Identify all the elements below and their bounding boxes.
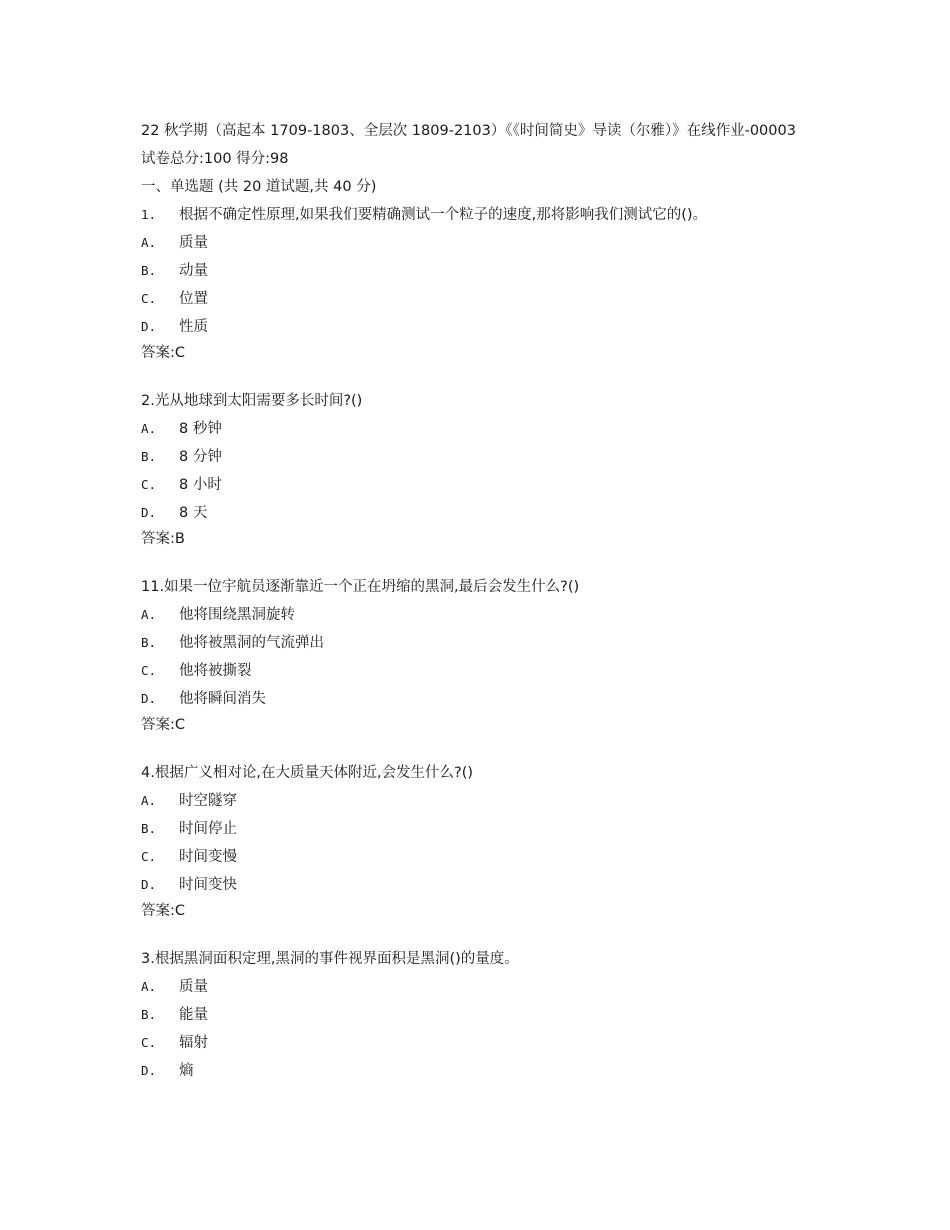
option-text: 能量 — [179, 1007, 208, 1023]
question-2-answer: 答案:B — [141, 531, 185, 547]
question-4-option-d — [141, 871, 821, 899]
question-2-option-b — [141, 443, 821, 471]
question-4-option-a — [141, 787, 821, 815]
question-spacer — [141, 737, 821, 759]
option-letter: C. — [141, 477, 157, 492]
question-5 — [141, 945, 821, 1085]
section-title: 一、单选题 (共 20 道试题,共 40 分) — [141, 179, 377, 195]
question-3 — [141, 573, 821, 737]
option-text: 8 秒钟 — [179, 421, 222, 437]
option-text: 辐射 — [179, 1035, 208, 1051]
question-4 — [141, 759, 821, 923]
question-5-option-b — [141, 1001, 821, 1029]
question-2-option-a — [141, 415, 821, 443]
option-text: 他将瞬间消失 — [179, 691, 266, 707]
exam-title: 22 秋学期（高起本 1709-1803、全层次 1809-2103）《《时间简史》导读（尔雅）》在线作业-00003 — [141, 123, 796, 139]
question-1-option-d — [141, 313, 821, 341]
question-2-option-d — [141, 499, 821, 527]
question-1-answer: 答案:C — [141, 345, 186, 361]
option-text: 8 小时 — [179, 477, 222, 493]
option-letter: C. — [141, 291, 157, 306]
question-1-option-c — [141, 285, 821, 313]
option-letter: A. — [141, 235, 157, 250]
option-text: 时间变快 — [179, 877, 237, 893]
question-1-option-b — [141, 257, 821, 285]
option-text: 时间变慢 — [179, 849, 237, 865]
option-letter: D. — [141, 505, 157, 520]
option-text: 熵 — [179, 1063, 194, 1079]
question-1-number: 1. — [141, 207, 157, 222]
option-letter: B. — [141, 1007, 157, 1022]
option-text: 他将被撕裂 — [179, 663, 252, 679]
question-5-option-c — [141, 1029, 821, 1057]
option-text: 质量 — [179, 979, 208, 995]
question-5-option-d — [141, 1057, 821, 1085]
option-letter: A. — [141, 979, 157, 994]
question-2-option-c — [141, 471, 821, 499]
question-3-option-c — [141, 657, 821, 685]
option-letter: A. — [141, 793, 157, 808]
option-letter: B. — [141, 263, 157, 278]
option-text: 8 天 — [179, 505, 208, 521]
option-letter: A. — [141, 421, 157, 436]
question-2-stem: 2.光从地球到太阳需要多长时间?() — [141, 393, 363, 409]
question-3-option-b — [141, 629, 821, 657]
question-3-answer: 答案:C — [141, 717, 186, 733]
question-3-stem: 11.如果一位宇航员逐渐靠近一个正在坍缩的黑洞,最后会发生什么?() — [141, 579, 580, 595]
option-text: 时空隧穿 — [179, 793, 237, 809]
option-letter: D. — [141, 691, 157, 706]
option-letter: C. — [141, 849, 157, 864]
option-text: 他将被黑洞的气流弹出 — [179, 635, 324, 651]
option-letter: A. — [141, 607, 157, 622]
option-text: 位置 — [179, 291, 208, 307]
question-spacer — [141, 551, 821, 573]
question-1 — [141, 201, 821, 365]
option-text: 他将围绕黑洞旋转 — [179, 607, 295, 623]
document-content — [141, 117, 821, 1085]
question-4-answer: 答案:C — [141, 903, 186, 919]
question-4-option-c — [141, 843, 821, 871]
option-letter: C. — [141, 663, 157, 678]
question-spacer — [141, 923, 821, 945]
option-letter: B. — [141, 635, 157, 650]
question-4-stem: 4.根据广义相对论,在大质量天体附近,会发生什么?() — [141, 765, 474, 781]
question-5-stem: 3.根据黑洞面积定理,黑洞的事件视界面积是黑洞()的量度。 — [141, 951, 519, 967]
question-2 — [141, 387, 821, 551]
question-3-option-a — [141, 601, 821, 629]
option-text: 质量 — [179, 235, 208, 251]
option-letter: B. — [141, 449, 157, 464]
option-letter: D. — [141, 1063, 157, 1078]
option-letter: B. — [141, 821, 157, 836]
option-text: 动量 — [179, 263, 208, 279]
option-letter: D. — [141, 877, 157, 892]
question-1-stem: 根据不确定性原理,如果我们要精确测试一个粒子的速度,那将影响我们测试它的()。 — [179, 207, 708, 223]
question-5-option-a — [141, 973, 821, 1001]
question-4-option-b — [141, 815, 821, 843]
question-3-option-d — [141, 685, 821, 713]
option-text: 时间停止 — [179, 821, 237, 837]
score-line: 试卷总分:100 得分:98 — [141, 151, 289, 167]
option-letter: C. — [141, 1035, 157, 1050]
question-1-option-a — [141, 229, 821, 257]
option-letter: D. — [141, 319, 157, 334]
option-text: 8 分钟 — [179, 449, 222, 465]
question-spacer — [141, 365, 821, 387]
option-text: 性质 — [179, 319, 208, 335]
question-1-stem-row — [141, 201, 821, 229]
